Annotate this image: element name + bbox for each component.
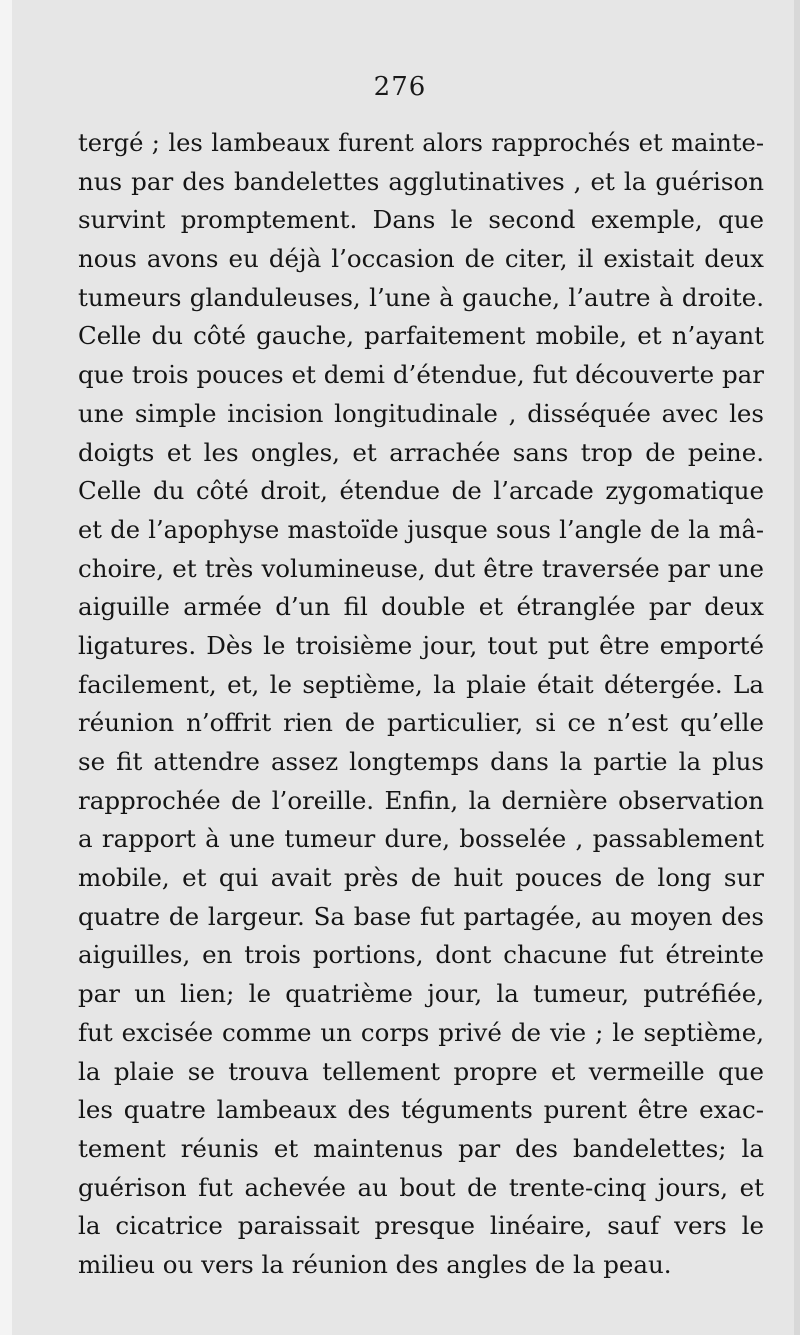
text-line: Celle du côté droit, étendue de l’arcade zygomatique (78, 476, 764, 506)
page-right-edge (794, 0, 800, 1335)
text-line: doigts et les ongles, et arrachée sans trop de peine. (78, 437, 764, 467)
text-line: aiguilles, en trois portions, dont chacune fut étreinte (78, 940, 764, 970)
text-line: a rapport à une tumeur dure, bosselée , passablement (78, 824, 764, 854)
text-line: la cicatrice paraissait presque linéaire, sauf vers le (78, 1211, 764, 1241)
text-line: tergé ; les lambeaux furent alors rapprochés et mainte- (78, 129, 764, 157)
text-line: quatre de largeur. Sa base fut partagée, au moyen des (78, 901, 764, 931)
text-line: par un lien; le quatrième jour, la tumeur, putréfiée, (78, 979, 764, 1009)
page-number: 276 (373, 72, 427, 102)
text-line: que trois pouces et demi d’étendue, fut découverte par (78, 360, 764, 390)
text-line: Celle du côté gauche, parfaitement mobile, et n’ayant (78, 321, 764, 351)
text-line: ligatures. Dès le troisième jour, tout put être emporté (78, 630, 764, 660)
text-line: choire, et très volumineuse, dut être traversée par une (78, 553, 764, 583)
text-line: les quatre lambeaux des téguments purent être exac- (78, 1095, 764, 1125)
body-text (78, 124, 764, 1285)
text-line: survint promptement. Dans le second exemple, que (78, 205, 764, 235)
text-line: milieu ou vers la réunion des angles de la peau. (78, 1249, 672, 1279)
text-line: fut excisée comme un corps privé de vie ; le septième, (78, 1017, 764, 1047)
text-line: se fit attendre assez longtemps dans la partie la plus (78, 747, 764, 776)
text-line: et de l’apophyse mastoïde jusque sous l’angle de la mâ- (78, 515, 764, 544)
text-line: aiguille armée d’un fil double et étranglée par deux (78, 592, 764, 622)
text-line: nus par des bandelettes agglutinatives , et la guérison (78, 166, 764, 196)
text-line: tement réunis et maintenus par des bandelettes; la (78, 1133, 764, 1163)
text-line: la plaie se trouva tellement propre et vermeille que (78, 1056, 764, 1086)
text-line: réunion n’offrit rien de particulier, si ce n’est qu’elle (78, 708, 764, 738)
text-line: une simple incision longitudinale , disséquée avec les (78, 398, 764, 428)
text-line: mobile, et qui avait près de huit pouces de long sur (78, 863, 764, 893)
text-line: facilement, et, le septième, la plaie était détergée. La (78, 669, 764, 699)
text-line: guérison fut achevée au bout de trente-cinq jours, et (78, 1172, 764, 1202)
text-line: tumeurs glanduleuses, l’une à gauche, l’autre à droite. (78, 282, 764, 312)
page-left-margin (0, 0, 12, 1335)
text-line: nous avons eu déjà l’occasion de citer, il existait deux (78, 244, 764, 274)
text-line: rapprochée de l’oreille. Enfin, la dernière observation (78, 785, 764, 815)
